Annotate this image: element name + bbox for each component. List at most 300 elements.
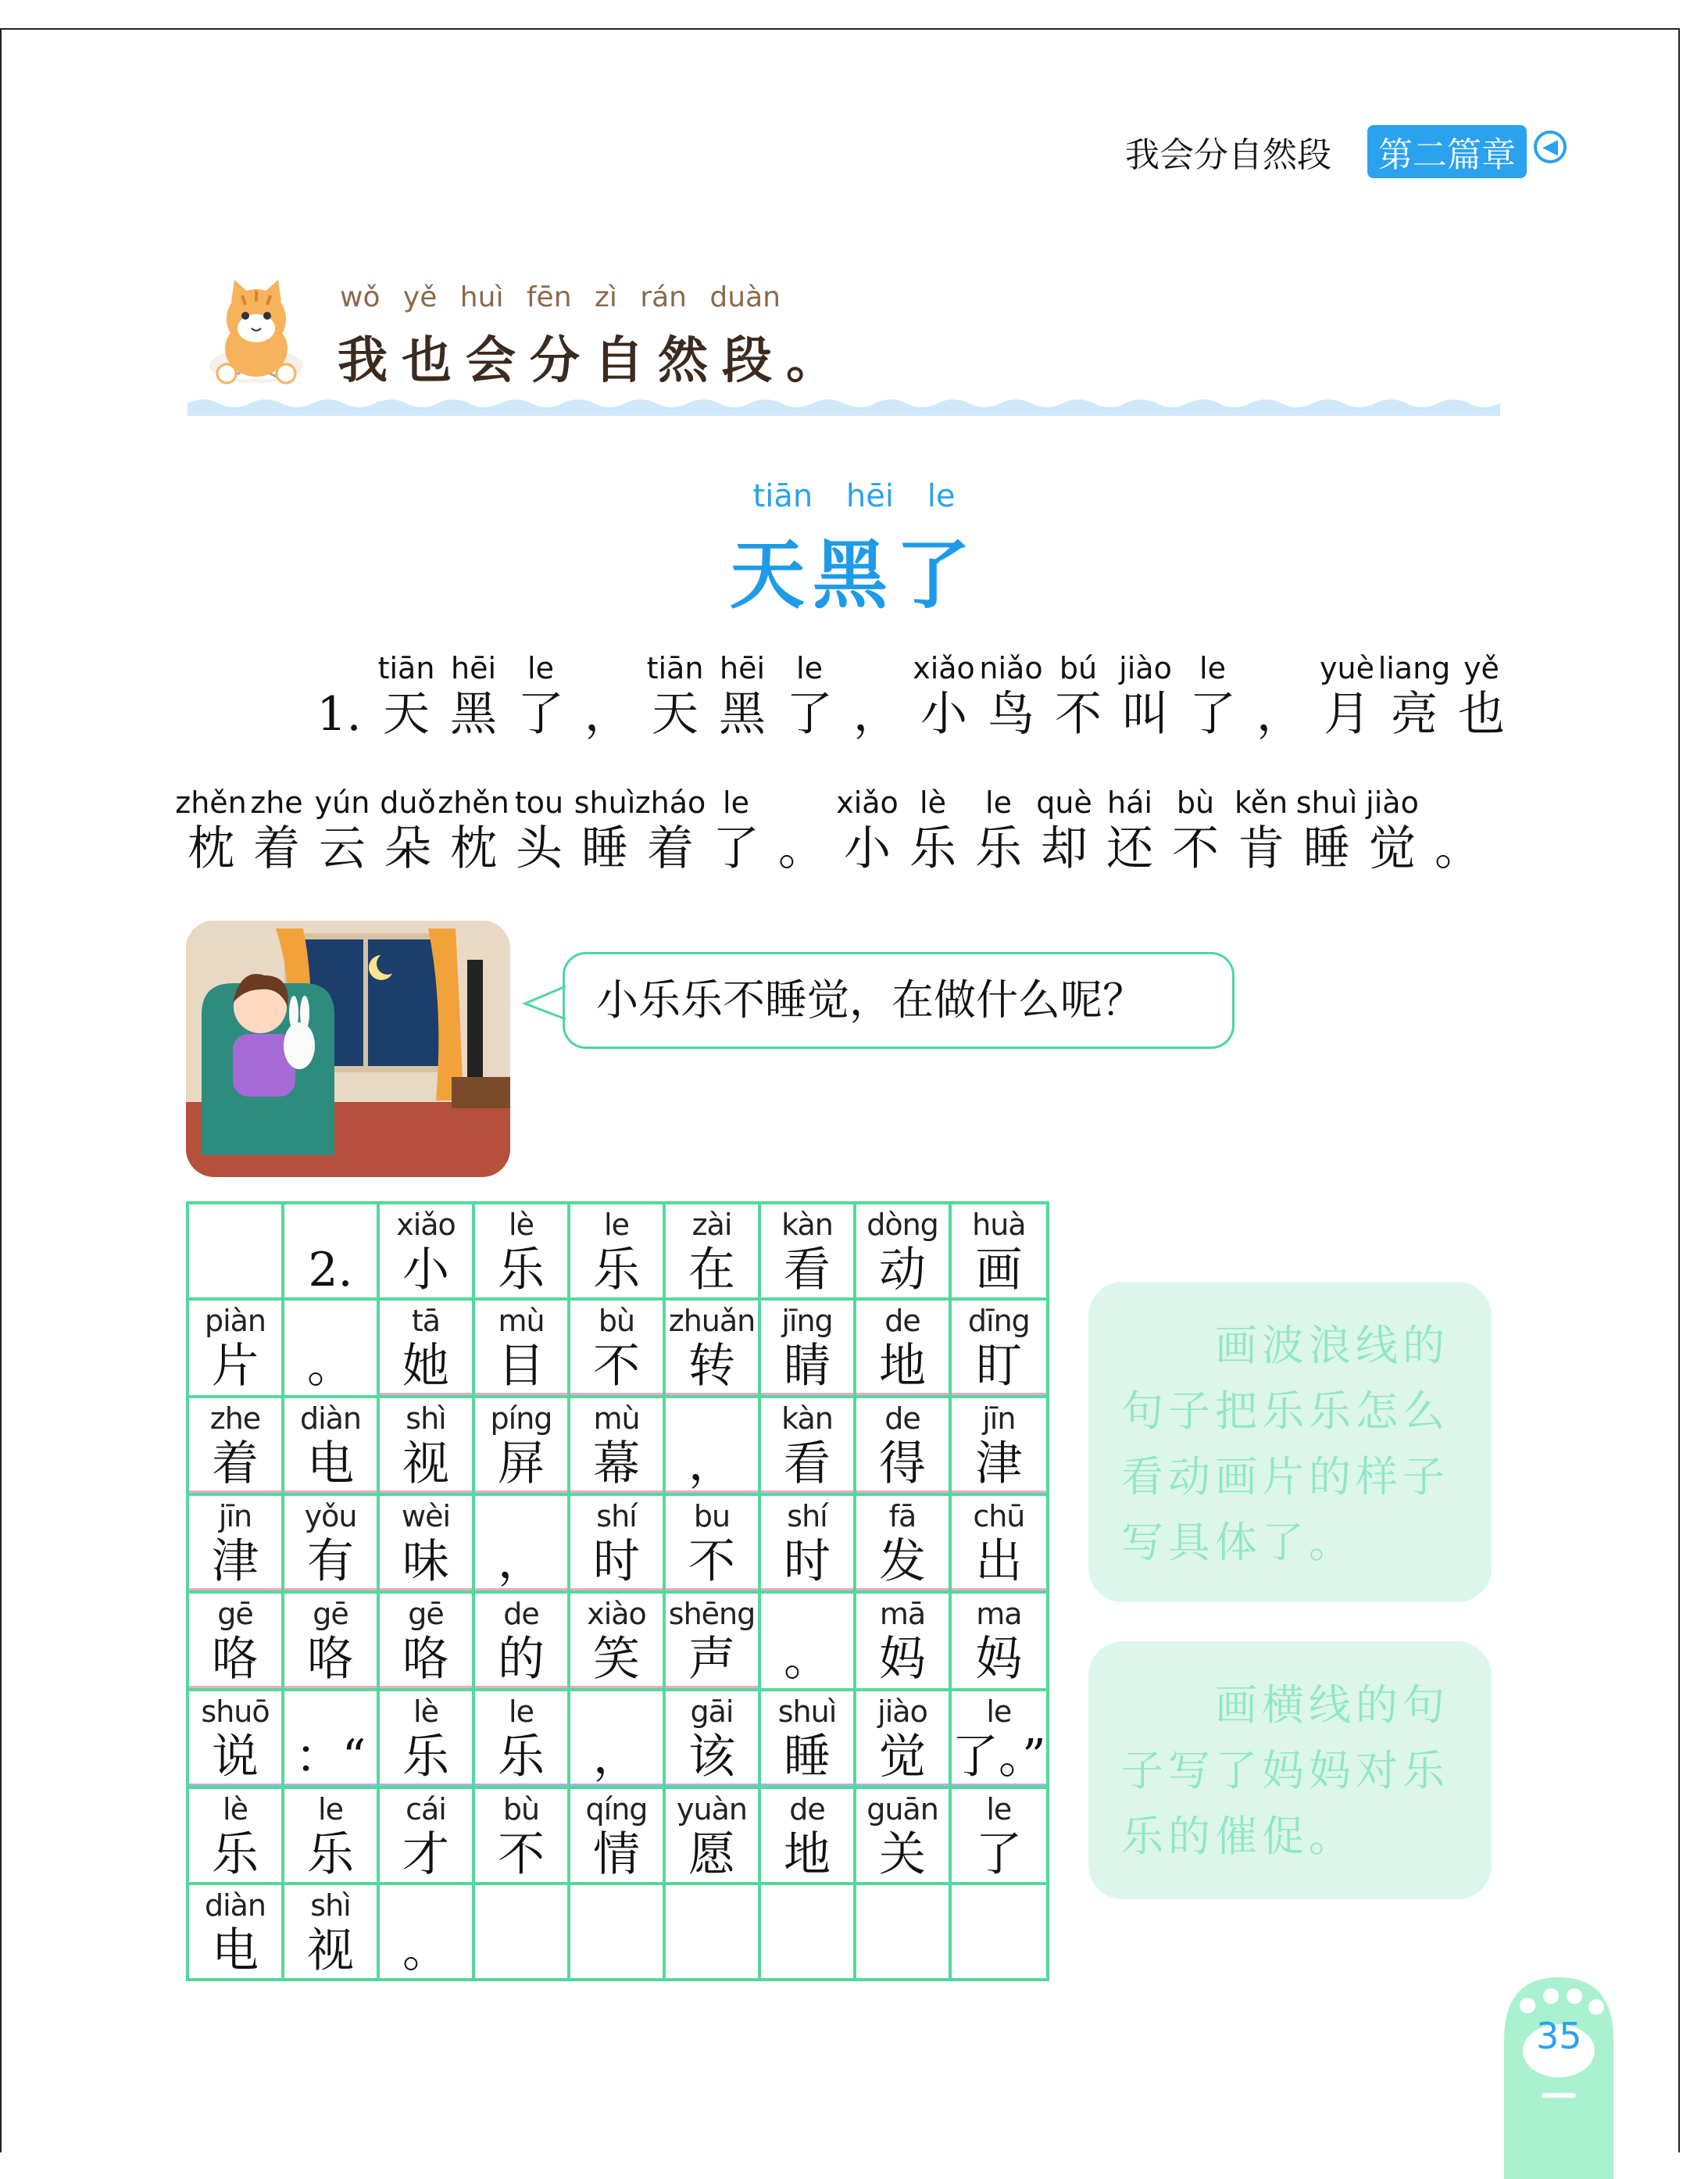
pinyin: [570, 650, 645, 686]
cell-hanzi: 声: [666, 1633, 758, 1688]
cell-hanzi: 笑: [570, 1633, 663, 1688]
cell-pinyin: [380, 1885, 472, 1924]
cell-pinyin: kàn: [781, 1401, 833, 1436]
cell-hanzi: 盯: [952, 1340, 1046, 1395]
cell-hanzi: 不: [498, 1827, 545, 1882]
grid-cell: [855, 1299, 950, 1397]
cell-pinyin: le: [318, 1792, 343, 1827]
grid-cell: [569, 1787, 664, 1884]
cell-pinyin: diàn: [204, 1888, 266, 1923]
cell-hanzi: ，: [570, 1730, 663, 1786]
cell-hanzi: 目: [475, 1340, 567, 1395]
hanzi: 着: [253, 821, 300, 876]
cell-hanzi: 关: [879, 1827, 926, 1882]
grid-cell: [283, 1397, 378, 1494]
pinyin: duǒ: [380, 785, 436, 820]
cell-pinyin: gāi: [690, 1694, 734, 1729]
cell-pinyin: shì: [310, 1888, 351, 1923]
pinyin-char: [705, 650, 780, 742]
cell-pinyin: tā: [411, 1304, 441, 1338]
cell-hanzi: 咯: [189, 1633, 281, 1688]
hanzi: 头: [516, 821, 563, 876]
cell-hanzi: 了。”: [952, 1730, 1046, 1784]
hanzi: 枕: [188, 821, 234, 876]
grid-cell: [664, 1203, 759, 1299]
cell-hanzi: 电: [284, 1437, 377, 1493]
cell-pinyin: shí: [787, 1499, 827, 1533]
cell-pinyin: [952, 1885, 1046, 1924]
pinyin: zhěn: [175, 785, 247, 820]
pinyin-char: [1108, 650, 1183, 742]
cell-pinyin: zhuǎn: [668, 1304, 756, 1338]
grid-cell: [378, 1787, 473, 1884]
note-wavy-line: 画波浪线的句子把乐乐怎么看动画片的样子写具体了。: [1088, 1282, 1492, 1602]
pinyin-char: [436, 650, 511, 742]
grid-cell: [378, 1397, 473, 1494]
cell-pinyin: le: [986, 1792, 1012, 1827]
pinyin: bú: [1059, 651, 1098, 685]
grid-cell: [473, 1299, 569, 1397]
cell-hanzi: 时: [570, 1535, 663, 1590]
cell-pinyin: píng: [490, 1401, 552, 1436]
hanzi: 不: [1172, 821, 1219, 876]
hanzi: ，: [584, 687, 631, 742]
pinyin-char: [839, 650, 914, 742]
hanzi: 着: [647, 821, 694, 876]
hanzi: 。: [778, 821, 825, 876]
pinyin-char: [764, 785, 839, 877]
hanzi: 了: [517, 687, 564, 742]
cell-hanzi: 津: [189, 1535, 281, 1590]
grid-cell: [473, 1203, 569, 1299]
grid-cell: [950, 1299, 1048, 1397]
cell-hanzi: 愿: [688, 1827, 735, 1882]
hanzi: 乐: [909, 821, 956, 876]
pinyin-char: [1175, 650, 1250, 742]
cell-pinyin: lè: [223, 1792, 248, 1827]
cell-hanzi: 在: [688, 1243, 735, 1297]
cell-hanzi: 乐: [380, 1730, 472, 1786]
cell-hanzi: 看: [784, 1243, 831, 1297]
pinyin: le: [723, 785, 749, 820]
cell-hanzi: 时: [761, 1535, 853, 1590]
cell-hanzi: 片: [212, 1339, 259, 1394]
header-section-label: 我会分自然段: [1125, 135, 1331, 175]
grid-cell: [664, 1397, 759, 1494]
cell-pinyin: de: [884, 1304, 920, 1338]
pinyin-char: [830, 785, 905, 877]
hanzi: 小: [844, 821, 891, 876]
grid-cell: [950, 1690, 1048, 1787]
pinyin: [1242, 650, 1317, 686]
paragraph-2-grid: [186, 1201, 1049, 1981]
pinyin-char: [1444, 650, 1519, 742]
cell-hanzi: 不: [666, 1535, 758, 1590]
pinyin: [764, 785, 839, 821]
cell-hanzi: ：“: [284, 1730, 377, 1786]
pinyin-char: [1224, 785, 1299, 877]
pinyin: tiān: [646, 651, 704, 685]
grid-cell: [569, 1494, 664, 1592]
pinyin: yě: [1463, 651, 1499, 685]
cell-hanzi: 2.: [308, 1243, 353, 1297]
cell-pinyin: [284, 1691, 377, 1730]
cell-pinyin: [666, 1398, 758, 1437]
pinyin: [302, 650, 377, 686]
cell-pinyin: xiào: [587, 1597, 646, 1631]
pinyin-char: [1377, 650, 1452, 742]
paw-icon: [1496, 1970, 1621, 2179]
cell-hanzi: 咯: [284, 1633, 377, 1688]
hanzi: 肯: [1238, 821, 1285, 876]
cell-pinyin: chū: [973, 1499, 1025, 1533]
grid-cell: [759, 1690, 855, 1787]
cell-pinyin: de: [503, 1597, 539, 1631]
pinyin: shuì: [574, 785, 636, 820]
speech-bubble-tail: [522, 983, 569, 1022]
pinyin-char: [961, 785, 1036, 877]
grid-cell: [188, 1787, 283, 1884]
back-arrow-icon[interactable]: ◀: [1534, 131, 1567, 163]
cell-hanzi: 得: [856, 1437, 949, 1493]
hanzi: 睡: [581, 821, 628, 876]
grid-cell: [283, 1299, 378, 1397]
cell-pinyin: jiào: [877, 1694, 927, 1729]
hanzi: 月: [1324, 687, 1370, 742]
pinyin: [1420, 785, 1495, 821]
grid-cell: [378, 1203, 473, 1299]
hanzi: 。: [1435, 821, 1481, 876]
pinyin: yún: [314, 785, 370, 820]
grid-cell: [855, 1884, 950, 1980]
cell-pinyin: bù: [598, 1304, 635, 1338]
hanzi: 乐: [975, 821, 1022, 876]
grid-cell: [188, 1397, 283, 1494]
grid-row: [188, 1203, 1048, 1299]
pinyin-char: [1158, 785, 1233, 877]
hanzi: 天: [652, 687, 699, 742]
cell-hanzi: 乐: [212, 1827, 259, 1882]
pinyin: tiān: [377, 651, 435, 685]
pinyin-char: [239, 785, 314, 877]
cell-hanzi: 电: [212, 1923, 259, 1978]
grid-cell: [188, 1299, 283, 1397]
cell-hanzi: 视: [307, 1923, 354, 1978]
cell-hanzi: 转: [666, 1340, 758, 1395]
hanzi: 叫: [1122, 687, 1169, 742]
cell-hanzi: 有: [284, 1535, 377, 1590]
grid-row: [188, 1494, 1048, 1592]
pinyin-char: [1092, 785, 1167, 877]
cell-hanzi: 画: [975, 1243, 1023, 1297]
cell-hanzi: 动: [879, 1243, 926, 1297]
pinyin: le: [527, 651, 554, 685]
cell-hanzi: 妈: [879, 1632, 926, 1687]
grid-cell: [473, 1690, 569, 1787]
cell-pinyin: lè: [509, 1208, 534, 1242]
grid-cell: [283, 1787, 378, 1884]
cell-pinyin: jīn: [982, 1401, 1016, 1436]
grid-cell: [664, 1592, 759, 1690]
cell-pinyin: [666, 1885, 758, 1924]
grid-cell: [473, 1592, 569, 1690]
cell-pinyin: [761, 1594, 853, 1633]
grid-cell: [473, 1494, 569, 1592]
cell-pinyin: qíng: [585, 1792, 648, 1827]
grid-cell: [378, 1884, 473, 1980]
cell-pinyin: kàn: [781, 1208, 833, 1242]
pinyin-char: [370, 785, 445, 877]
chapter-badge: 第二篇章: [1367, 125, 1527, 178]
grid-cell: [473, 1787, 569, 1884]
speech-bubble: 小乐乐不睡觉，在做什么呢？: [563, 952, 1235, 1049]
cell-hanzi: 乐: [307, 1827, 354, 1882]
grid-cell: [378, 1299, 473, 1397]
cell-pinyin: [761, 1885, 853, 1924]
cell-hanzi: 津: [952, 1437, 1046, 1493]
cell-pinyin: le: [986, 1694, 1012, 1729]
grid-cell: [759, 1592, 855, 1690]
grid-cell: [855, 1690, 950, 1787]
pinyin-char: [302, 650, 377, 742]
cell-pinyin: shuō: [201, 1694, 270, 1729]
hanzi: 朵: [384, 821, 431, 876]
pinyin: bù: [1176, 785, 1215, 820]
cell-pinyin: de: [789, 1792, 825, 1827]
pinyin-char: [369, 650, 444, 742]
pinyin: kěn: [1234, 785, 1288, 820]
grid-cell: [855, 1787, 950, 1884]
pinyin: què: [1036, 785, 1092, 820]
pinyin-char: [1289, 785, 1364, 877]
grid-cell: [188, 1884, 283, 1980]
grid-cell: [664, 1787, 759, 1884]
cell-hanzi: 她: [380, 1340, 472, 1395]
grid-cell: [378, 1494, 473, 1592]
grid-cell: [664, 1690, 759, 1787]
pinyin-char: [173, 785, 248, 877]
cell-pinyin: le: [604, 1208, 629, 1242]
cell-pinyin: shí: [596, 1499, 637, 1533]
cell-hanzi: 味: [380, 1535, 472, 1590]
pinyin: jiào: [1119, 651, 1172, 685]
cell-pinyin: [189, 1204, 281, 1243]
grid-cell: [759, 1494, 855, 1592]
cell-pinyin: [570, 1691, 663, 1730]
hanzi: 黑: [719, 687, 766, 742]
grid-row: [188, 1690, 1048, 1787]
grid-cell: [950, 1592, 1048, 1690]
grid-cell: [759, 1299, 855, 1397]
cell-hanzi: 情: [593, 1827, 640, 1882]
pinyin-char: [1310, 650, 1385, 742]
cell-hanzi: 。: [307, 1339, 354, 1394]
grid-row: [188, 1397, 1048, 1494]
pinyin: shuì: [1295, 785, 1358, 820]
pinyin-char: [1242, 650, 1317, 742]
cell-pinyin: gē: [217, 1597, 253, 1631]
cell-hanzi: 睛: [761, 1340, 853, 1395]
cell-pinyin: shì: [406, 1401, 446, 1436]
grid-cell: [188, 1592, 283, 1690]
pinyin: zhěn: [438, 785, 509, 820]
cell-pinyin: yǒu: [304, 1499, 357, 1533]
cell-pinyin: [475, 1496, 567, 1535]
cell-pinyin: fā: [888, 1499, 917, 1533]
grid-cell: [855, 1203, 950, 1299]
grid-cell: [569, 1592, 664, 1690]
hanzi: ，: [1256, 687, 1303, 742]
pinyin: le: [985, 785, 1012, 820]
hanzi: 却: [1041, 821, 1088, 876]
cell-hanzi: 幕: [570, 1437, 663, 1493]
cell-pinyin: gē: [313, 1597, 348, 1631]
grid-cell: [378, 1690, 473, 1787]
cell-pinyin: [856, 1885, 949, 1924]
grid-cell: [950, 1203, 1048, 1299]
cell-pinyin: shuì: [777, 1694, 837, 1729]
hanzi: 睡: [1303, 821, 1350, 876]
pinyin: xiǎo: [836, 785, 899, 820]
grid-cell: [569, 1397, 664, 1494]
grid-cell: [283, 1203, 378, 1299]
grid-cell: [950, 1494, 1048, 1592]
cell-pinyin: dòng: [867, 1208, 938, 1242]
cell-pinyin: le: [509, 1694, 534, 1729]
cell-hanzi: 地: [784, 1827, 831, 1882]
cell-pinyin: xiǎo: [396, 1208, 456, 1242]
cell-hanzi: ，: [666, 1437, 758, 1493]
girl-watching-tv-image: [186, 921, 510, 1177]
cell-pinyin: [284, 1204, 377, 1243]
cell-hanzi: ，: [475, 1535, 567, 1590]
pinyin: hái: [1107, 785, 1152, 820]
cell-hanzi: 咯: [380, 1633, 472, 1688]
cell-hanzi: 。: [402, 1923, 449, 1978]
cell-pinyin: yuàn: [677, 1792, 747, 1827]
pinyin-char: [633, 785, 708, 877]
pinyin: hēi: [719, 651, 766, 685]
pinyin: tou: [514, 785, 564, 820]
story-title-pinyin: tiān hēi le: [752, 478, 956, 514]
pinyin-char: [570, 650, 645, 742]
grid-cell: [378, 1592, 473, 1690]
hanzi: 鸟: [988, 687, 1034, 742]
cell-hanzi: 不: [570, 1340, 663, 1395]
hanzi: 还: [1106, 821, 1153, 876]
hanzi: 黑: [450, 687, 497, 742]
hanzi: 不: [1055, 687, 1102, 742]
pinyin: le: [1199, 651, 1226, 685]
hanzi: ，: [853, 687, 900, 742]
cell-pinyin: mù: [498, 1304, 545, 1338]
cell-hanzi: 的: [475, 1633, 567, 1688]
pinyin-char: [1420, 785, 1495, 877]
cat-reading-icon: [195, 274, 313, 391]
pinyin: jiào: [1366, 785, 1419, 820]
grid-cell: [855, 1397, 950, 1494]
cell-pinyin: dīng: [967, 1304, 1030, 1338]
cell-pinyin: wèi: [401, 1499, 450, 1533]
pinyin-char: [974, 650, 1049, 742]
hanzi: 了: [1189, 687, 1236, 742]
cell-pinyin: guān: [867, 1792, 938, 1827]
pinyin: zháo: [634, 785, 706, 820]
pinyin: liang: [1377, 651, 1451, 685]
grid-cell: [473, 1397, 569, 1494]
hanzi: 小: [920, 687, 967, 742]
grid-cell: [664, 1884, 759, 1980]
hanzi: 1.: [316, 687, 362, 742]
cell-hanzi: 觉: [856, 1730, 949, 1786]
cell-hanzi: 乐: [593, 1243, 640, 1297]
cell-pinyin: mā: [879, 1597, 926, 1631]
pinyin: zhe: [250, 785, 303, 820]
pinyin: yuè: [1320, 651, 1374, 685]
page-number: 35: [1536, 2015, 1582, 2057]
grid-cell: [759, 1203, 855, 1299]
cell-hanzi: 该: [666, 1730, 758, 1786]
hanzi: 了: [713, 821, 759, 876]
cell-hanzi: 出: [952, 1535, 1046, 1590]
pinyin: hēi: [450, 651, 497, 685]
grid-cell: [283, 1494, 378, 1592]
hanzi: 天: [383, 687, 430, 742]
cell-hanzi: 发: [856, 1535, 949, 1590]
pinyin-char: [772, 650, 847, 742]
section-title: 我也会分自然段。: [338, 332, 850, 390]
grid-row: [188, 1299, 1048, 1397]
pinyin: [839, 650, 914, 686]
pinyin: niǎo: [979, 651, 1043, 685]
pinyin-char: [436, 785, 511, 877]
grid-row: [188, 1592, 1048, 1690]
pinyin-char: [906, 650, 981, 742]
pinyin: lè: [920, 785, 946, 820]
pinyin-char: [503, 650, 578, 742]
grid-cell: [188, 1690, 283, 1787]
cell-pinyin: [570, 1885, 663, 1924]
grid-cell: [188, 1203, 283, 1299]
grid-cell: [473, 1884, 569, 1980]
cell-hanzi: 看: [761, 1437, 853, 1493]
cell-pinyin: gē: [408, 1597, 444, 1631]
pinyin-char: [699, 785, 774, 877]
grid-cell: [950, 1884, 1048, 1980]
hanzi: 也: [1458, 687, 1505, 742]
hanzi: 了: [786, 687, 833, 742]
cell-pinyin: cái: [406, 1792, 446, 1827]
grid-cell: [283, 1690, 378, 1787]
hanzi: 亮: [1391, 687, 1438, 742]
pinyin-char: [305, 785, 380, 877]
grid-cell: [759, 1884, 855, 1980]
cell-hanzi: 乐: [475, 1730, 567, 1786]
hanzi: 枕: [450, 821, 497, 876]
grid-cell: [664, 1299, 759, 1397]
cell-hanzi: 乐: [498, 1243, 545, 1297]
grid-cell: [855, 1592, 950, 1690]
cell-hanzi: 了: [975, 1827, 1023, 1882]
cell-hanzi: 。: [784, 1632, 831, 1687]
cell-pinyin: zhe: [209, 1401, 261, 1436]
cell-pinyin: zài: [691, 1208, 732, 1242]
cell-hanzi: 妈: [975, 1632, 1023, 1687]
cell-pinyin: lè: [413, 1694, 438, 1729]
cell-pinyin: [475, 1885, 567, 1924]
cell-hanzi: 小: [402, 1243, 449, 1297]
cell-pinyin: diàn: [299, 1401, 362, 1436]
